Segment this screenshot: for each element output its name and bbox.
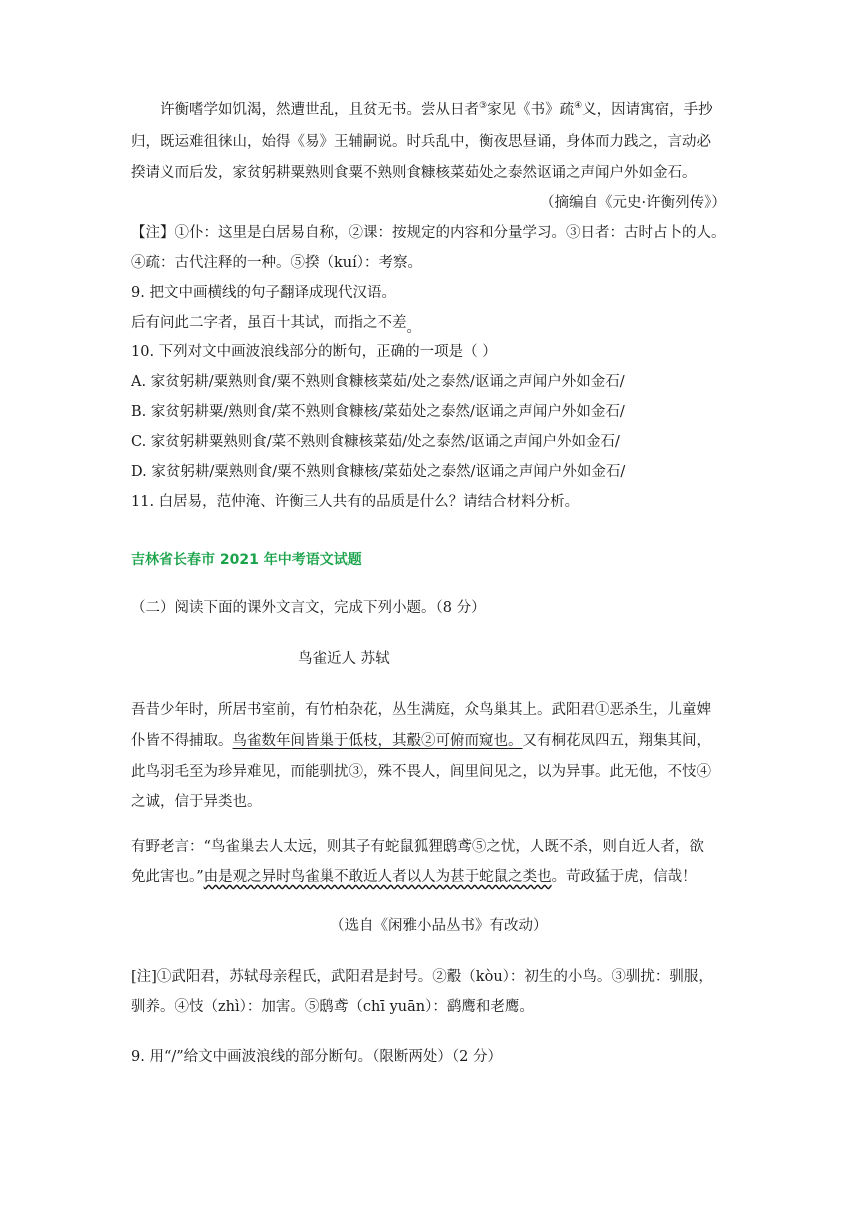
- passage-line: [131, 866, 697, 888]
- text-span: 仆皆不得捕取。: [131, 733, 233, 749]
- passage-source: （摘编自《元史·许衡列传》）: [540, 195, 726, 211]
- passage-line: 归，既运难徂徕山，始得《易》王辅嗣说。时兵乱中，衡夜思昼诵，身体而力践之，言动必: [131, 134, 711, 150]
- option-b: B. 家贫躬耕粟/熟则食/菜不熟则食糠核/菜茹处之泰然/讴诵之声闻户外如金石/: [131, 404, 625, 420]
- question-9: 9. 把文中画横线的句子翻译成现代汉语。: [131, 285, 396, 301]
- underlined-sentence: 鸟雀数年间皆巢于低枝，其鷇②可俯而窥也。: [232, 733, 523, 749]
- question-9-section2: 9. 用“/”给文中画波浪线的部分断句。（限断两处）（2 分）: [131, 1049, 502, 1065]
- note-line: 驯养。④忮（zhì）：加害。⑤鸱鸢（chī yuān）：鹞鹰和老鹰。: [131, 999, 534, 1015]
- wavy-underlined-sentence: 由是观之异时鸟雀巢不敢近人者以人为甚于蛇鼠之类也: [203, 869, 552, 885]
- section-heading: 吉林省长春市 2021 年中考语文试题: [131, 552, 362, 568]
- passage-line: 吾昔少年时，所居书室前，有竹柏杂花，丛生满庭，众鸟巢其上。武阳君①恶杀生，儿童婢: [131, 702, 711, 718]
- text-span: 许衡嗜学如饥渴，然遭世乱，且贫无书。尝从日者: [160, 102, 479, 118]
- question-9-sentence: [131, 312, 421, 334]
- text-span: 又有桐花凤四五，翔集其间，: [522, 733, 711, 749]
- option-d: D. 家贫躬耕/粟熟则食/粟不熟则食糠核/菜茹处之泰然/讴诵之声闻户外如金石/: [131, 464, 626, 480]
- passage-line: [131, 730, 711, 752]
- option-c: C. 家贫躬耕粟熟则食/菜不熟则食糠核菜茹/处之泰然/讴诵之声闻户外如金石/: [131, 434, 620, 450]
- section-intro: （二）阅读下面的课外文言文，完成下列小题。（8 分）: [131, 600, 486, 616]
- note-line: ④疏：古代注释的一种。⑤揆（kuí）：考察。: [131, 255, 423, 271]
- text-span: 。苛政猛于虎，信哉！: [551, 869, 697, 885]
- question-10: 10. 下列对文中画波浪线部分的断句，正确的一项是（ ）: [131, 344, 497, 360]
- footnote-marker: ③: [479, 101, 488, 112]
- passage-line: [160, 99, 713, 121]
- note-line: 【注】①仆：这里是白居易自称，②课：按规定的内容和分量学习。③日者：古时占卜的人。: [131, 225, 726, 241]
- text-span: 家见《书》疏: [487, 102, 575, 118]
- passage-source: （选自《闲雅小品丛书》有改动）: [330, 918, 548, 934]
- text-span: 义，因请寓宿，手抄: [582, 102, 713, 118]
- note-line: [注]①武阳君，苏轼母亲程氏，武阳君是封号。②鷇（kòu）：初生的小鸟。③驯扰：驯服，: [131, 969, 713, 985]
- passage-line: 揆请义而后发，家贫躬耕粟熟则食粟不熟则食糠核菜茹处之泰然讴诵之声闻户外如金石。: [131, 165, 697, 181]
- passage-line: 之诚，信于异类也。: [131, 794, 262, 810]
- text-span: 。: [406, 320, 421, 336]
- passage-title: 鸟雀近人 苏轼: [298, 651, 390, 667]
- text-span: 免此害也。”: [131, 869, 204, 885]
- passage-line: 有野老言：“鸟雀巢去人太远，则其子有蛇鼠狐狸鸱鸢⑤之忧，人既不杀，则自近人者，欲: [131, 839, 704, 855]
- question-11: 11. 白居易，范仲淹、许衡三人共有的品质是什么？请结合材料分析。: [131, 494, 580, 510]
- option-a: A. 家贫躬耕/粟熟则食/粟不熟则食糠核菜茹/处之泰然/讴诵之声闻户外如金石/: [131, 374, 625, 390]
- passage-line: 此鸟羽毛至为珍异难见，而能驯扰③，殊不畏人，闾里间见之，以为异事。此无他，不忮④: [131, 764, 711, 780]
- text-span: 后有问此二字者，虽百十其试，而指之不差: [131, 315, 407, 331]
- footnote-marker: ④: [574, 101, 583, 112]
